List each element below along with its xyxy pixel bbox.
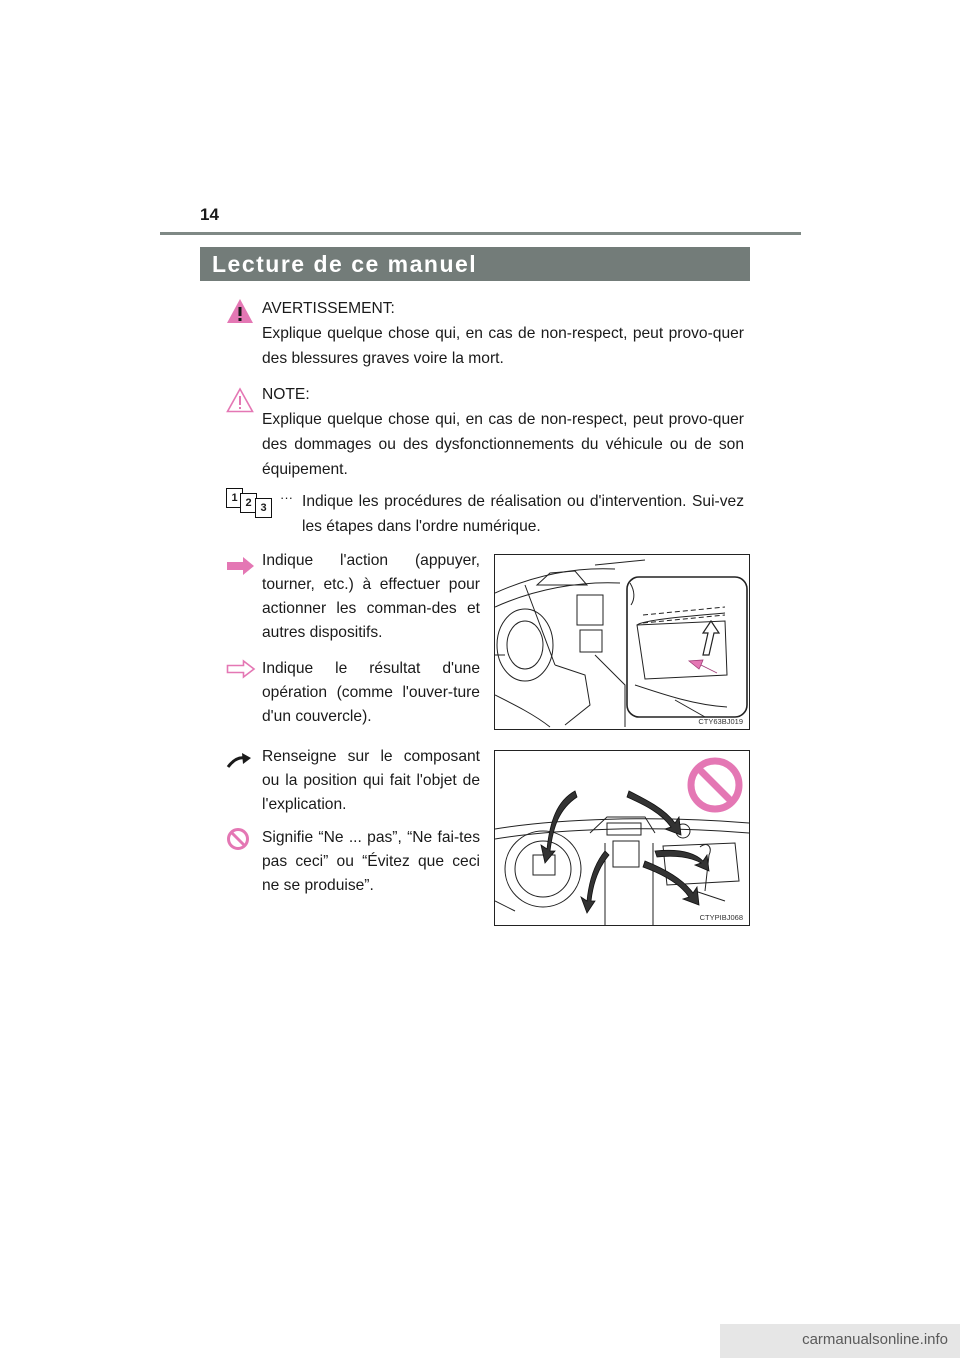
component-arrow-text: Renseigne sur le composant ou la position qui fait l'objet de l'explication. xyxy=(262,748,480,813)
top-rule xyxy=(160,232,801,235)
dashboard-drawing xyxy=(495,555,749,729)
note-block xyxy=(262,382,744,482)
page-number: 14 xyxy=(200,205,219,224)
component-arrow-icon xyxy=(226,752,252,770)
footer-watermark-bar xyxy=(720,1324,960,1358)
result-arrow-text: Indique le résultat d'une opération (comme l'ouver-ture d'un couvercle). xyxy=(262,660,480,725)
warning-icon xyxy=(226,298,254,324)
footer-watermark[interactable]: carmanualsonline.info xyxy=(802,1331,948,1348)
warning-block xyxy=(262,296,744,371)
prohibited-text: Signifie “Ne ... pas”, “Ne fai-tes pas ceci” ou “Évitez que ceci ne se produise”. xyxy=(262,829,480,894)
action-arrow-icon xyxy=(226,556,256,576)
prohibited-icon xyxy=(226,827,250,851)
caution-icon xyxy=(226,387,254,413)
step-number-1: 1 xyxy=(226,488,243,508)
steps-text: Indique les procédures de réalisation ou d'intervention. Sui-vez les étapes dans l'ordre numérique. xyxy=(302,493,744,535)
note-text: Explique quelque chose qui, en cas de non-respect, peut provo-quer des dommages ou des dysfonctionnements du véhicule ou de son équipement. xyxy=(262,411,744,478)
step-number-3: 3 xyxy=(255,498,272,518)
warning-text: Explique quelque chose qui, en cas de non-respect, peut provo-quer des blessures graves voire la mort. xyxy=(262,325,744,367)
illustration-code: CTY63BJ019 xyxy=(698,717,743,726)
warning-label: AVERTISSEMENT: xyxy=(262,300,395,317)
section-title: Lecture de ce manuel xyxy=(200,247,750,281)
step-number-2: 2 xyxy=(240,493,257,513)
glove-box-illustration xyxy=(494,554,750,730)
dashboard-overview-drawing xyxy=(495,751,749,925)
action-arrow-text: Indique l'action (appuyer, tourner, etc.) à effectuer pour actionner les comman-des et autres dispositifs. xyxy=(262,552,480,641)
illustration-code: CTYPIBJ068 xyxy=(699,913,743,922)
note-label: NOTE: xyxy=(262,386,310,403)
steps-dots: ··· xyxy=(280,490,293,505)
result-arrow-icon xyxy=(226,659,256,679)
dashboard-prohibited-illustration xyxy=(494,750,750,926)
